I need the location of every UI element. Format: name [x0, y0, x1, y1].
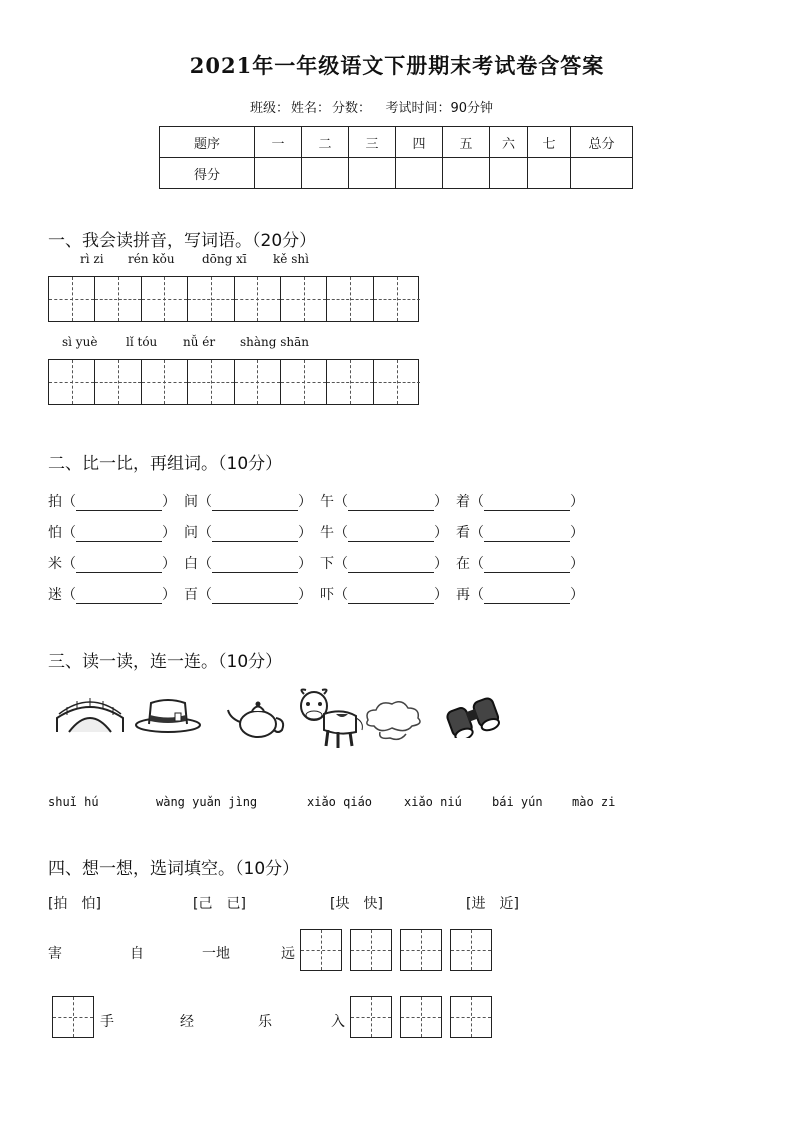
- pinyin-label: rén kǒu: [128, 252, 175, 266]
- section3-heading: 三、读一读，连一连。（10分）: [48, 652, 283, 672]
- writing-cell[interactable]: [188, 360, 234, 404]
- compare-item: [456, 522, 584, 542]
- open-paren: （: [198, 525, 212, 541]
- score-header-cell: 总分: [571, 127, 633, 158]
- close-paren: ）: [570, 556, 584, 572]
- close-paren: ）: [298, 525, 312, 541]
- writing-cell[interactable]: [374, 360, 420, 404]
- word-option-group: [块 快]: [330, 896, 383, 912]
- score-header-cell: 四: [396, 127, 443, 158]
- score-cell[interactable]: [396, 158, 443, 189]
- writing-cell[interactable]: [95, 360, 141, 404]
- answer-box[interactable]: [350, 929, 392, 971]
- word-option-group: [己 已]: [193, 896, 246, 912]
- compare-char: 吓: [320, 587, 334, 603]
- compare-item: [48, 584, 176, 604]
- answer-blank[interactable]: [348, 527, 434, 542]
- writing-cell[interactable]: [142, 360, 188, 404]
- compare-char: 拍: [48, 494, 62, 510]
- writing-cell[interactable]: [95, 277, 141, 321]
- score-row-label: 得分: [160, 158, 255, 189]
- writing-cell[interactable]: [327, 277, 373, 321]
- pinyin-option[interactable]: xiǎo qiáo: [307, 795, 373, 809]
- open-paren: （: [334, 494, 348, 510]
- close-paren: ）: [434, 525, 448, 541]
- close-paren: ）: [570, 587, 584, 603]
- word-option-group: [拍 怕]: [48, 896, 101, 912]
- word-option-group: [进 近]: [466, 896, 519, 912]
- answer-blank[interactable]: [76, 527, 162, 542]
- answer-blank[interactable]: [76, 558, 162, 573]
- page-title: 2021年一年级语文下册期末考试卷含答案: [189, 53, 605, 78]
- compare-item: [184, 522, 312, 542]
- writing-cell[interactable]: [281, 277, 327, 321]
- score-table: [159, 126, 633, 189]
- cow-icon: [294, 686, 366, 752]
- score-header-cell: 一: [255, 127, 302, 158]
- pinyin-label: kě shì: [273, 252, 309, 266]
- time-label: 考试时间：90分钟: [385, 101, 493, 116]
- open-paren: （: [470, 525, 484, 541]
- section4-heading: 四、想一想，选词填空。（10分）: [48, 859, 300, 879]
- pinyin-label: dōng xī: [202, 252, 247, 266]
- score-header-cell: 七: [528, 127, 571, 158]
- writing-cell[interactable]: [188, 277, 234, 321]
- compare-char: 看: [456, 525, 470, 541]
- fill-word: 乐: [258, 1014, 272, 1030]
- compare-char: 问: [184, 525, 198, 541]
- score-header-cell: 题序: [160, 127, 255, 158]
- fill-word: 害: [48, 946, 62, 962]
- answer-blank[interactable]: [76, 496, 162, 511]
- open-paren: （: [62, 525, 76, 541]
- fill-word: 手: [100, 1014, 114, 1030]
- compare-item: [320, 584, 448, 604]
- fill-word: 自: [130, 946, 144, 962]
- compare-item: [320, 522, 448, 542]
- answer-box[interactable]: [450, 996, 492, 1038]
- score-table-score-row: [160, 158, 633, 189]
- answer-blank[interactable]: [484, 589, 570, 604]
- compare-item: [48, 491, 176, 511]
- answer-blank[interactable]: [212, 558, 298, 573]
- open-paren: （: [470, 587, 484, 603]
- writing-cell[interactable]: [281, 360, 327, 404]
- close-paren: ）: [298, 587, 312, 603]
- compare-char: 白: [184, 556, 198, 572]
- compare-char: 迷: [48, 587, 62, 603]
- name-label: 姓名：: [291, 101, 331, 116]
- compare-char: 着: [456, 494, 470, 510]
- pinyin-label: nǚ ér: [183, 335, 216, 349]
- compare-char: 在: [456, 556, 470, 572]
- answer-blank[interactable]: [484, 558, 570, 573]
- close-paren: ）: [434, 556, 448, 572]
- compare-char: 再: [456, 587, 470, 603]
- section1-heading: 一、我会读拼音，写词语。（20分）: [48, 231, 317, 251]
- pinyin-label: rì zi: [80, 252, 104, 266]
- writing-cell[interactable]: [374, 277, 420, 321]
- fill-word: 远: [281, 946, 295, 962]
- writing-cell[interactable]: [142, 277, 188, 321]
- pinyin-option[interactable]: shuǐ hú: [48, 795, 99, 809]
- score-label: 分数：: [332, 101, 372, 116]
- answer-blank[interactable]: [484, 527, 570, 542]
- compare-item: [456, 584, 584, 604]
- compare-char: 午: [320, 494, 334, 510]
- writing-cell[interactable]: [327, 360, 373, 404]
- pinyin-option[interactable]: xiǎo niú: [404, 795, 462, 809]
- answer-blank[interactable]: [348, 496, 434, 511]
- writing-grid-row1[interactable]: [48, 276, 419, 322]
- answer-box[interactable]: [350, 996, 392, 1038]
- open-paren: （: [470, 556, 484, 572]
- answer-blank[interactable]: [484, 496, 570, 511]
- compare-item: [184, 553, 312, 573]
- binoculars-icon: [442, 692, 504, 738]
- bridge-icon: [55, 688, 125, 736]
- score-cell[interactable]: [349, 158, 396, 189]
- section2-heading: 二、比一比，再组词。（10分）: [48, 454, 283, 474]
- compare-item: [320, 491, 448, 511]
- compare-item: [184, 491, 312, 511]
- writing-grid-row2[interactable]: [48, 359, 419, 405]
- writing-cell[interactable]: [49, 277, 95, 321]
- open-paren: （: [198, 494, 212, 510]
- pinyin-option[interactable]: bái yún: [492, 795, 543, 809]
- close-paren: ）: [570, 494, 584, 510]
- answer-box[interactable]: [300, 929, 342, 971]
- close-paren: ）: [298, 494, 312, 510]
- score-table-header-row: [160, 127, 633, 158]
- writing-cell[interactable]: [235, 360, 281, 404]
- compare-item: [48, 522, 176, 542]
- score-cell[interactable]: [490, 158, 528, 189]
- pinyin-label: shàng shān: [240, 335, 310, 349]
- pinyin-label: sì yuè: [62, 335, 98, 349]
- open-paren: （: [198, 556, 212, 572]
- compare-char: 牛: [320, 525, 334, 541]
- answer-box[interactable]: [450, 929, 492, 971]
- compare-item: [320, 553, 448, 573]
- pinyin-option[interactable]: wàng yuǎn jìng: [156, 795, 258, 809]
- score-cell[interactable]: [302, 158, 349, 189]
- compare-char: 米: [48, 556, 62, 572]
- teapot-icon: [226, 696, 288, 740]
- answer-blank[interactable]: [212, 496, 298, 511]
- compare-item: [456, 553, 584, 573]
- score-header-cell: 五: [443, 127, 490, 158]
- writing-cell[interactable]: [49, 360, 95, 404]
- compare-item: [456, 491, 584, 511]
- score-cell[interactable]: [255, 158, 302, 189]
- open-paren: （: [62, 587, 76, 603]
- score-cell[interactable]: [443, 158, 490, 189]
- answer-blank[interactable]: [348, 558, 434, 573]
- close-paren: ）: [162, 525, 176, 541]
- writing-cell[interactable]: [235, 277, 281, 321]
- compare-char: 百: [184, 587, 198, 603]
- answer-box[interactable]: [400, 929, 442, 971]
- fill-word: 经: [180, 1014, 194, 1030]
- close-paren: ）: [162, 494, 176, 510]
- compare-item: [184, 584, 312, 604]
- open-paren: （: [62, 494, 76, 510]
- open-paren: （: [470, 494, 484, 510]
- class-label: 班级：: [250, 101, 290, 116]
- pinyin-label: lǐ tóu: [126, 335, 158, 349]
- close-paren: ）: [162, 556, 176, 572]
- close-paren: ）: [570, 525, 584, 541]
- answer-box[interactable]: [400, 996, 442, 1038]
- open-paren: （: [334, 587, 348, 603]
- pinyin-option[interactable]: mào zi: [572, 795, 616, 809]
- hat-icon: [133, 695, 203, 735]
- open-paren: （: [334, 556, 348, 572]
- close-paren: ）: [162, 587, 176, 603]
- answer-blank[interactable]: [212, 589, 298, 604]
- compare-char: 怕: [48, 525, 62, 541]
- compare-char: 间: [184, 494, 198, 510]
- score-header-cell: 六: [490, 127, 528, 158]
- fill-word: 一地: [202, 946, 230, 962]
- score-cell[interactable]: [528, 158, 571, 189]
- score-header-cell: 三: [349, 127, 396, 158]
- compare-item: [48, 553, 176, 573]
- answer-blank[interactable]: [348, 589, 434, 604]
- open-paren: （: [198, 587, 212, 603]
- close-paren: ）: [434, 587, 448, 603]
- cloud-icon: [362, 696, 426, 742]
- answer-blank[interactable]: [212, 527, 298, 542]
- student-info-line: [250, 97, 495, 116]
- fill-word: 入: [331, 1014, 345, 1030]
- score-header-cell: 二: [302, 127, 349, 158]
- answer-blank[interactable]: [76, 589, 162, 604]
- close-paren: ）: [434, 494, 448, 510]
- compare-char: 下: [320, 556, 334, 572]
- answer-box[interactable]: [52, 996, 94, 1038]
- open-paren: （: [62, 556, 76, 572]
- open-paren: （: [334, 525, 348, 541]
- close-paren: ）: [298, 556, 312, 572]
- score-cell[interactable]: [571, 158, 633, 189]
